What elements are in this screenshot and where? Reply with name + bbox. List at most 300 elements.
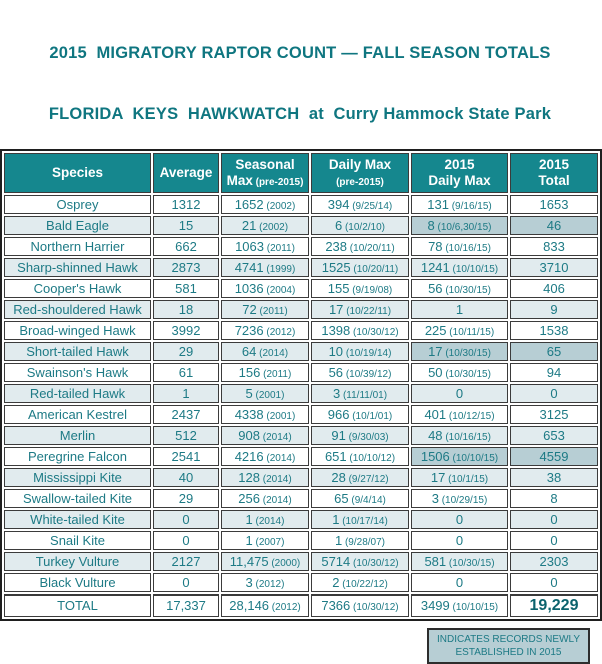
value-cell — [311, 384, 409, 403]
value-cell — [411, 426, 508, 445]
cell-value: 512 — [175, 427, 197, 443]
cell-date-note: (10/17/14) — [339, 515, 388, 527]
column-header-line1: 2015 — [538, 156, 570, 172]
value-cell — [510, 216, 598, 235]
value-cell — [411, 531, 508, 550]
value-cell — [221, 510, 309, 529]
cell-value: 256 — [238, 490, 260, 506]
cell-value: 3 — [431, 490, 439, 506]
value-cell — [510, 531, 598, 550]
cell-value: 3125 — [539, 406, 569, 422]
cell-value: 38 — [546, 469, 562, 485]
value-cell — [153, 426, 219, 445]
cell-value: 3710 — [539, 259, 569, 275]
species-cell: Red-shouldered Hawk — [4, 300, 151, 319]
value-cell — [311, 342, 409, 361]
cell-value: 156 — [238, 364, 261, 380]
cell-date-note: (2011) — [263, 242, 295, 254]
cell-value: 0 — [550, 574, 558, 590]
cell-value: 61 — [178, 364, 194, 380]
cell-date-note: (10/22/11) — [343, 305, 392, 317]
cell-value: 7366 — [321, 598, 351, 614]
value-cell — [153, 552, 219, 571]
cell-value: 21 — [241, 217, 257, 233]
species-row — [4, 216, 598, 235]
value-cell — [510, 258, 598, 277]
value-cell — [311, 468, 409, 487]
value-cell — [311, 489, 409, 508]
value-cell — [221, 594, 309, 617]
cell-value: 3499 — [420, 598, 450, 614]
cell-value: 225 — [424, 322, 447, 338]
value-cell — [153, 489, 219, 508]
value-cell — [153, 573, 219, 592]
cell-value: 3992 — [171, 322, 201, 338]
cell-value: 10 — [328, 343, 344, 359]
species-cell: White-tailed Kite — [4, 510, 151, 529]
species-row — [4, 384, 598, 403]
value-cell — [311, 531, 409, 550]
cell-value: 128 — [238, 469, 260, 485]
cell-value: 401 — [424, 406, 447, 422]
value-cell — [153, 447, 219, 466]
value-cell — [153, 510, 219, 529]
column-header-text: Total — [538, 172, 570, 188]
species-row — [4, 300, 598, 319]
cell-value: 64 — [241, 343, 257, 359]
cell-date-note: (10/10/15) — [449, 452, 499, 464]
cell-value: 3 — [245, 574, 253, 590]
cell-date-note: (9/16/15) — [448, 200, 492, 212]
cell-date-note: (10/6,30/15) — [434, 221, 492, 233]
value-cell — [510, 426, 598, 445]
column-header-line2 — [412, 173, 507, 189]
cell-value: 394 — [327, 196, 350, 212]
value-cell — [411, 279, 508, 298]
record-legend: INDICATES RECORDS NEWLY ESTABLISHED IN 2015 — [427, 628, 590, 664]
cell-value: 1653 — [539, 196, 569, 212]
cell-date-note: (10/2/10) — [342, 221, 386, 233]
species-cell: Snail Kite — [4, 531, 151, 550]
cell-value: 17,337 — [166, 598, 206, 614]
value-cell — [510, 342, 598, 361]
cell-value: 56 — [328, 364, 344, 380]
value-cell — [311, 195, 409, 214]
cell-date-note: (10/20/11) — [347, 242, 395, 254]
value-cell — [411, 447, 508, 466]
species-row — [4, 531, 598, 550]
cell-value: 0 — [455, 511, 464, 527]
cell-date-note: (2001) — [252, 389, 285, 401]
cell-value: 2303 — [539, 553, 569, 569]
value-cell — [311, 510, 409, 529]
table-body — [4, 195, 598, 617]
cell-date-note: (2011) — [256, 305, 288, 317]
cell-value: 1 — [182, 385, 190, 401]
cell-value: 1241 — [420, 259, 450, 275]
value-cell — [510, 405, 598, 424]
value-cell — [510, 594, 598, 617]
value-cell — [311, 426, 409, 445]
cell-value: 2541 — [171, 448, 201, 464]
value-cell — [221, 573, 309, 592]
cell-date-note: (10/29/15) — [438, 494, 488, 506]
cell-value: 28,146 — [229, 598, 270, 614]
value-cell — [311, 321, 409, 340]
cell-date-note: (10/12/15) — [446, 410, 495, 422]
value-cell — [311, 300, 409, 319]
species-row — [4, 321, 598, 340]
value-cell — [221, 489, 309, 508]
value-cell — [153, 300, 219, 319]
column-header-text: Daily Max — [428, 172, 491, 188]
cell-date-note: (11/11/01) — [340, 389, 388, 401]
cell-date-note: (9/28/07) — [342, 536, 386, 548]
species-row — [4, 447, 598, 466]
cell-value: 50 — [428, 364, 443, 380]
value-cell — [311, 573, 409, 592]
value-cell — [311, 552, 409, 571]
cell-value: 40 — [178, 469, 194, 485]
species-row — [4, 279, 598, 298]
column-header — [153, 153, 219, 193]
cell-value: 94 — [546, 364, 562, 380]
cell-value: 1 — [245, 511, 253, 527]
value-cell — [221, 342, 309, 361]
cell-value: 1063 — [235, 238, 264, 254]
cell-date-note: (2007) — [252, 536, 285, 548]
value-cell — [153, 384, 219, 403]
value-cell — [221, 237, 309, 256]
cell-date-note: (2012) — [269, 602, 301, 614]
cell-value: 1525 — [321, 259, 351, 275]
species-cell: Merlin — [4, 426, 151, 445]
value-cell — [510, 279, 598, 298]
value-cell — [411, 300, 508, 319]
value-cell — [221, 321, 309, 340]
value-cell — [153, 363, 219, 382]
species-cell: Swallow-tailed Kite — [4, 489, 151, 508]
value-cell — [221, 195, 309, 214]
value-cell — [411, 216, 508, 235]
cell-value: 0 — [182, 511, 190, 527]
value-cell — [411, 237, 508, 256]
species-cell: Red-tailed Hawk — [4, 384, 151, 403]
value-cell — [153, 468, 219, 487]
species-row — [4, 342, 598, 361]
cell-value: 406 — [543, 280, 565, 296]
cell-date-note: (2014) — [260, 431, 292, 443]
value-cell — [411, 552, 508, 571]
column-header-line1: Species — [51, 164, 104, 180]
cell-value: 56 — [428, 280, 443, 296]
cell-value: 0 — [182, 532, 190, 548]
cell-date-note: (2012) — [252, 578, 285, 590]
cell-date-note: (2001) — [263, 410, 296, 422]
cell-date-note: (10/11/15) — [446, 326, 495, 338]
cell-value: 17 — [430, 469, 446, 485]
species-cell: American Kestrel — [4, 405, 151, 424]
cell-value: 1538 — [539, 322, 569, 338]
species-cell: Black Vulture — [4, 573, 151, 592]
cell-date-note: (10/1/15) — [445, 473, 489, 485]
value-cell — [311, 594, 409, 617]
column-header-line2 — [222, 173, 308, 189]
value-cell — [311, 447, 409, 466]
value-cell — [510, 195, 598, 214]
cell-value: 78 — [428, 238, 443, 254]
value-cell — [153, 405, 219, 424]
cell-value: 7236 — [234, 322, 264, 338]
cell-date-note: (2002) — [263, 200, 296, 212]
value-cell — [311, 258, 409, 277]
cell-date-note: (9/30/03) — [345, 431, 389, 443]
cell-value: 5714 — [321, 553, 351, 569]
cell-value: 11,475 — [229, 553, 269, 569]
cell-value: 0 — [455, 385, 464, 401]
value-cell — [411, 195, 508, 214]
column-header — [221, 153, 309, 193]
cell-value: 6 — [334, 217, 343, 233]
cell-value: 0 — [182, 574, 190, 590]
value-cell — [153, 342, 219, 361]
cell-value: 0 — [455, 532, 464, 548]
cell-date-note: (10/39/12) — [343, 368, 392, 380]
value-cell — [411, 321, 508, 340]
cell-value: 651 — [324, 448, 347, 464]
value-cell — [221, 300, 309, 319]
total-row — [4, 594, 598, 617]
species-cell: Bald Eagle — [4, 216, 151, 235]
cell-value: 0 — [550, 532, 558, 548]
cell-date-note: (10/30/12) — [350, 326, 399, 338]
value-cell — [221, 552, 309, 571]
cell-value: 29 — [178, 490, 194, 506]
value-cell — [510, 447, 598, 466]
value-cell — [510, 489, 598, 508]
cell-value: 1036 — [234, 280, 264, 296]
cell-value: 1 — [245, 532, 253, 548]
species-row — [4, 552, 598, 571]
column-header-note: (pre-2015) — [336, 176, 384, 188]
value-cell — [221, 279, 309, 298]
cell-value: 1 — [455, 301, 464, 317]
cell-date-note: (10/30/15) — [442, 368, 491, 380]
cell-date-note: (2004) — [263, 284, 296, 296]
cell-date-note: (10/10/15) — [449, 602, 499, 614]
page-title — [0, 0, 600, 144]
title-line-1: 2015 MIGRATORY RAPTOR COUNT — FALL SEASON TOTALS — [49, 44, 551, 63]
value-cell — [153, 321, 219, 340]
cell-value: 4741 — [234, 259, 264, 275]
column-header-line1: Seasonal — [235, 156, 295, 172]
cell-date-note: (9/25/14) — [349, 200, 393, 212]
value-cell — [411, 573, 508, 592]
cell-value: 2437 — [171, 406, 201, 422]
cell-value: 65 — [546, 343, 562, 359]
header-row — [4, 153, 598, 193]
cell-value: 19,229 — [529, 596, 579, 614]
cell-value: 653 — [543, 427, 565, 443]
value-cell — [221, 405, 309, 424]
cell-value: 3 — [332, 385, 341, 401]
value-cell — [221, 531, 309, 550]
cell-value: 1 — [332, 511, 340, 527]
value-cell — [411, 510, 508, 529]
cell-value: 238 — [325, 238, 348, 254]
cell-value: 17 — [428, 343, 443, 359]
value-cell — [311, 363, 409, 382]
column-header — [510, 153, 598, 193]
cell-value: 662 — [175, 238, 197, 254]
column-header-line2 — [312, 173, 408, 189]
value-cell — [311, 405, 409, 424]
value-cell — [411, 363, 508, 382]
cell-date-note: (10/30/15) — [442, 347, 491, 359]
cell-value: 2127 — [171, 553, 201, 569]
value-cell — [153, 216, 219, 235]
value-cell — [221, 384, 309, 403]
cell-value: 48 — [428, 427, 443, 443]
value-cell — [411, 405, 508, 424]
species-cell: Mississippi Kite — [4, 468, 151, 487]
cell-date-note: (2014) — [260, 494, 292, 506]
table-header — [4, 153, 598, 193]
species-cell: Swainson's Hawk — [4, 363, 151, 382]
cell-value: 46 — [546, 217, 562, 233]
value-cell — [221, 447, 309, 466]
species-row — [4, 573, 598, 592]
column-header-line1: 2015 — [444, 156, 475, 172]
species-cell: Peregrine Falcon — [4, 447, 151, 466]
cell-value: 966 — [327, 406, 350, 422]
cell-value: 72 — [242, 301, 257, 317]
cell-value: 833 — [543, 238, 565, 254]
cell-value: 5 — [245, 385, 253, 401]
cell-value: 1506 — [420, 448, 450, 464]
species-cell: Broad-winged Hawk — [4, 321, 151, 340]
species-row — [4, 258, 598, 277]
cell-value: 581 — [175, 280, 197, 296]
cell-value: 18 — [178, 301, 194, 317]
value-cell — [311, 216, 409, 235]
cell-value: 581 — [424, 553, 447, 569]
cell-date-note: (2014) — [252, 515, 285, 527]
cell-date-note: (10/30/15) — [446, 557, 495, 569]
value-cell — [221, 468, 309, 487]
value-cell — [221, 426, 309, 445]
cell-value: 1398 — [321, 322, 351, 338]
cell-date-note: (2000) — [268, 557, 301, 569]
cell-date-note: (10/16/15) — [442, 431, 491, 443]
value-cell — [510, 573, 598, 592]
cell-date-note: (10/16/15) — [442, 242, 491, 254]
value-cell — [411, 258, 508, 277]
cell-date-note: (2012) — [263, 326, 296, 338]
species-cell: TOTAL — [4, 594, 151, 617]
cell-date-note: (2014) — [256, 347, 289, 359]
species-row — [4, 489, 598, 508]
value-cell — [153, 279, 219, 298]
species-cell: Turkey Vulture — [4, 552, 151, 571]
cell-value: 1 — [334, 532, 343, 548]
value-cell — [411, 489, 508, 508]
species-cell: Osprey — [4, 195, 151, 214]
legend-container — [0, 621, 600, 664]
value-cell — [411, 594, 508, 617]
value-cell — [311, 279, 409, 298]
cell-value: 908 — [238, 427, 260, 443]
cell-date-note: (10/30/12) — [350, 602, 399, 614]
value-cell — [510, 552, 598, 571]
species-row — [4, 363, 598, 382]
cell-date-note: (10/1/01) — [349, 410, 393, 422]
species-cell: Short-tailed Hawk — [4, 342, 151, 361]
cell-value: 4216 — [234, 448, 264, 464]
value-cell — [153, 531, 219, 550]
species-row — [4, 468, 598, 487]
value-cell — [411, 384, 508, 403]
cell-date-note: (10/10/12) — [346, 452, 396, 464]
value-cell — [153, 195, 219, 214]
cell-value: 8 — [427, 217, 435, 233]
value-cell — [510, 384, 598, 403]
species-cell: Sharp-shinned Hawk — [4, 258, 151, 277]
value-cell — [153, 594, 219, 617]
cell-date-note: (2002) — [256, 221, 289, 233]
species-row — [4, 426, 598, 445]
cell-date-note: (10/30/12) — [350, 557, 399, 569]
cell-value: 29 — [178, 343, 194, 359]
cell-value: 15 — [178, 217, 194, 233]
cell-date-note: (10/22/12) — [339, 578, 388, 590]
cell-date-note: (9/19/08) — [349, 284, 393, 296]
value-cell — [221, 216, 309, 235]
value-cell — [411, 342, 508, 361]
column-header-line2 — [511, 173, 597, 189]
cell-date-note: (2014) — [260, 473, 292, 485]
cell-date-note: (2011) — [260, 368, 292, 380]
species-row — [4, 405, 598, 424]
column-header-text: Max — [226, 172, 253, 188]
value-cell — [411, 468, 508, 487]
cell-value: 2 — [332, 574, 340, 590]
cell-date-note: (2014) — [263, 452, 296, 464]
value-cell — [221, 258, 309, 277]
cell-value: 1312 — [171, 196, 201, 212]
raptor-count-table — [0, 149, 602, 621]
value-cell — [221, 363, 309, 382]
column-header-line1: Daily Max — [328, 156, 392, 172]
cell-date-note: (10/20/11) — [350, 263, 399, 275]
cell-value: 1652 — [234, 196, 264, 212]
title-line-2: FLORIDA KEYS HAWKWATCH at Curry Hammock State Park — [48, 104, 552, 123]
column-header-line1: Average — [159, 164, 213, 180]
cell-date-note: (1999) — [263, 263, 296, 275]
value-cell — [510, 363, 598, 382]
cell-value: 17 — [328, 301, 344, 317]
value-cell — [510, 321, 598, 340]
cell-value: 155 — [327, 280, 350, 296]
column-header — [4, 153, 151, 193]
value-cell — [510, 300, 598, 319]
value-cell — [311, 237, 409, 256]
cell-date-note: (9/4/14) — [348, 494, 386, 506]
cell-date-note: (9/27/12) — [345, 473, 389, 485]
cell-value: 131 — [427, 196, 449, 212]
cell-value: 2873 — [171, 259, 201, 275]
cell-date-note: (10/10/15) — [449, 263, 499, 275]
